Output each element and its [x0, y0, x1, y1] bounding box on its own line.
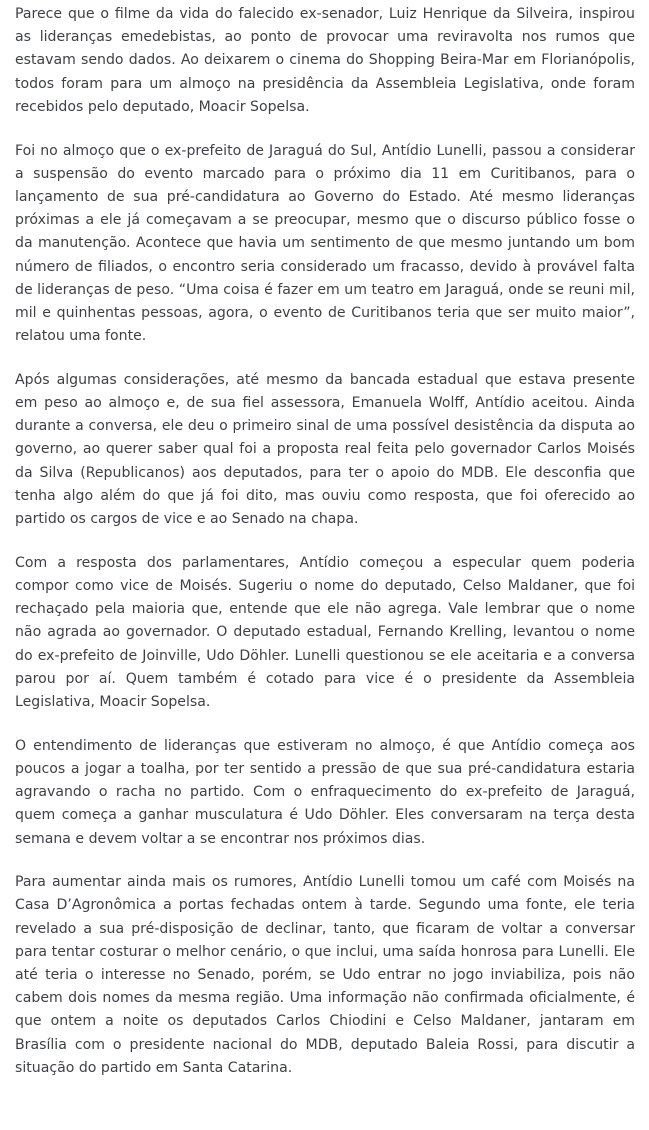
paragraph-2: Foi no almoço que o ex-prefeito de Jaraguá do Sul, Antídio Lunelli, passou a considerar a suspensão do evento marcado para o próximo dia 11 em Curitibanos, para o lançamento de sua pré-candidatura ao Governo do Estado. Até mesmo lideranças próximas a ele já começavam a se preocupar, mesmo que o discurso público fosse o da manutenção. Acontece que havia um sentimento de que mesmo juntando um bom número de filiados, o encontro seria considerado um fracasso, devido à provável falta de lideranças de peso. “Uma coisa é fazer em um teatro em Jaraguá, onde se reuni mil, mil e quinhentas pessoas, agora, o evento de Curitibanos teria que ser muito maior”, relatou uma fonte.: [15, 142, 635, 345]
article-body: [15, 3, 635, 1080]
paragraph-3: Após algumas considerações, até mesmo da bancada estadual que estava presente em peso ao almoço e, de sua fiel assessora, Emanuela Wolff, Antídio aceitou. Ainda durante a conversa, ele deu o primeiro sinal de uma possível desistência da disputa ao governo, ao querer saber qual foi a proposta real feita pelo governador Carlos Moisés da Silva (Republicanos) aos deputados, para ter o apoio do MDB. Ele desconfia que tenha algo além do que já foi dito, mas ouviu como resposta, que foi oferecido ao partido os cargos de vice e ao Senado na chapa.: [15, 371, 635, 528]
paragraph-1: Parece que o filme da vida do falecido ex-senador, Luiz Henrique da Silveira, inspirou as lideranças emedebistas, ao ponto de provocar uma reviravolta nos rumos que estavam sendo dados. Ao deixarem o cinema do Shopping Beira-Mar em Florianópolis, todos foram para um almoço na presidência da Assembleia Legislativa, onde foram recebidos pelo deputado, Moacir Sopelsa.: [15, 6, 635, 115]
paragraph-6: Para aumentar ainda mais os rumores, Antídio Lunelli tomou um café com Moisés na Casa D’Agronômica a portas fechadas ontem à tarde. Segundo uma fonte, ele teria revelado a sua pré-disposição de declinar, tanto, que ficaram de voltar a conversar para tentar costurar o melhor cenário, o que inclui, uma saída honrosa para Lunelli. Ele até teria o interesse no Senado, porém, se Udo entrar no jogo inviabiliza, pois não cabem dois nomes da mesma região. Uma informação não confirmada oficialmente, é que ontem a noite os deputados Carlos Chiodini e Celso Maldaner, jantaram em Brasília com o presidente nacional do MDB, deputado Baleia Rossi, para discutir a situação do partido em Santa Catarina.: [15, 874, 635, 1076]
paragraph-5: O entendimento de lideranças que estiveram no almoço, é que Antídio começa aos poucos a jogar a toalha, por ter sentido a pressão de que sua pré-candidatura estaria agravando o racha no partido. Com o enfraquecimento do ex-prefeito de Jaraguá, quem começa a ganhar musculatura é Udo Döhler. Eles conversaram na terça desta semana e devem voltar a se encontrar nos próximos dias.: [15, 737, 635, 847]
paragraph-4: Com a resposta dos parlamentares, Antídio começou a especular quem poderia compor como vice de Moisés. Sugeriu o nome do deputado, Celso Maldaner, que foi rechaçado pela maioria que, entende que ele não agrega. Vale lembrar que o nome não agrada ao governador. O deputado estadual, Fernando Krelling, levantou o nome do ex-prefeito de Joinville, Udo Döhler. Lunelli questionou se ele aceitaria e a conversa parou por aí. Quem também é cotado para vice é o presidente da Assembleia Legislativa, Moacir Sopelsa.: [15, 554, 635, 710]
